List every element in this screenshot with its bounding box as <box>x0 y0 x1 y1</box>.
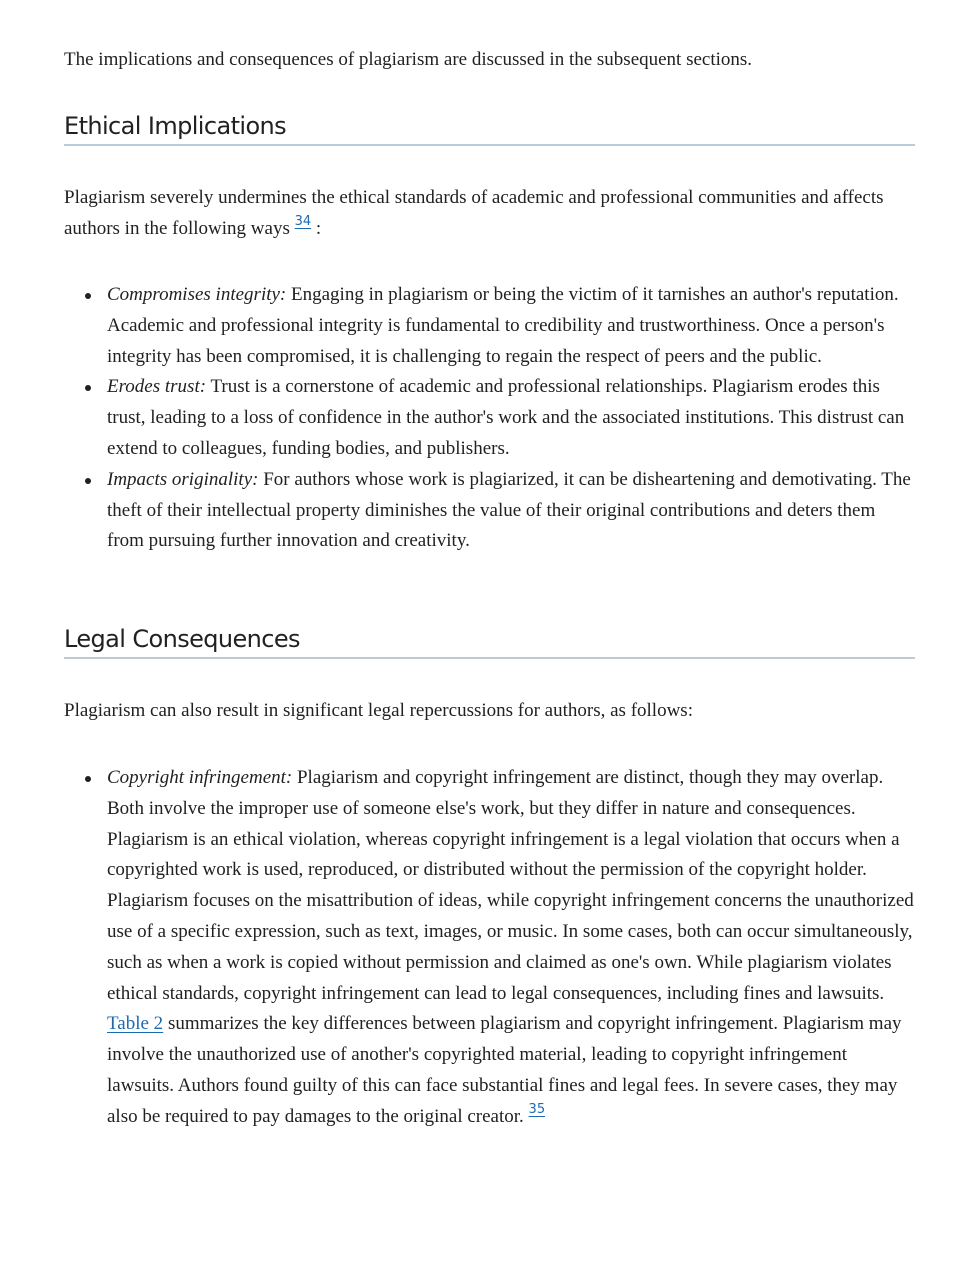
list-item <box>64 372 915 464</box>
list-item-term: Compromises integrity: <box>107 284 287 305</box>
bullet-icon <box>85 478 91 484</box>
list-item-text: Engaging in plagiarism or being the victim of it tarnishes an author's reputation. Academic and professional integrity is fundamental to credibility and trustworthiness. Once a person's integrity has been compromised, it is challenging to regain the respect of peers and the public. <box>107 284 899 367</box>
table-2-link[interactable]: Table 2 <box>107 1013 164 1035</box>
list-item-text: Trust is a cornerstone of academic and professional relationships. Plagiarism erodes this trust, leading to a loss of confidence in the author's work and the associated institutions. This distrust can extend to colleagues, funding bodies, and publishers. <box>107 376 905 459</box>
ethical-lead-text: Plagiarism severely undermines the ethical standards of academic and professional communities and affects authors in the following ways <box>64 187 884 239</box>
list-item-term: Impacts originality: <box>107 468 259 490</box>
ethical-implications-list <box>64 280 915 557</box>
bullet-icon <box>85 293 91 299</box>
intro-paragraph: The implications and consequences of plagiarism are discussed in the subsequent sections. <box>64 49 753 70</box>
legal-consequences-heading: Legal Consequences <box>64 625 915 659</box>
list-item <box>64 465 915 557</box>
list-item <box>64 280 915 372</box>
list-item-text: For authors whose work is plagiarized, it can be disheartening and demotivating. The theft of their intellectual property diminishes the value of their original contributions and deters them from pursuing further innovation and creativity. <box>107 468 911 552</box>
legal-consequences-list <box>64 763 915 1133</box>
list-item-term: Copyright infringement: <box>107 767 293 788</box>
list-item <box>64 763 915 1133</box>
bullet-icon <box>85 776 91 782</box>
bullet-icon <box>85 385 91 391</box>
list-item-term: Erodes trust: <box>107 376 207 398</box>
ethical-implications-heading: Ethical Implications <box>64 112 915 146</box>
list-item-text-continued: summarizes the key differences between plagiarism and copyright infringement. Plagiarism may involve the unauthorized use of another's copyrighted material, leading to copyright infringement lawsuits. Authors found guilty of this can face substantial fines and legal fees. In severe cases, they may also be required to pay damages to the original creator. <box>107 1013 902 1127</box>
ethical-lead-suffix: : <box>315 217 322 239</box>
legal-lead-paragraph: Plagiarism can also result in significant legal repercussions for authors, as follows: <box>64 700 693 721</box>
footnote-link-34[interactable]: 34 <box>294 213 312 229</box>
footnote-link-35[interactable]: 35 <box>528 1101 546 1117</box>
list-item-text: Plagiarism and copyright infringement are distinct, though they may overlap. Both involve the improper use of someone else's work, but they differ in nature and consequences. Plagiarism is an ethical violation, whereas copyright infringement is a legal violation that occurs when a copyrighted work is used, reproduced, or distributed without the permission of the copyright holder. Plagiarism focuses on the misattribution of ideas, while copyright infringement concerns the unauthorized use of a specific expression, such as text, images, or music. In some cases, both can occur simultaneously, such as when a work is copied without permission and claimed as one's own. While plagiarism violates ethical standards, copyright infringement can lead to legal consequences, including fines and lawsuits. <box>107 767 914 1004</box>
ethical-lead-paragraph <box>64 183 924 244</box>
